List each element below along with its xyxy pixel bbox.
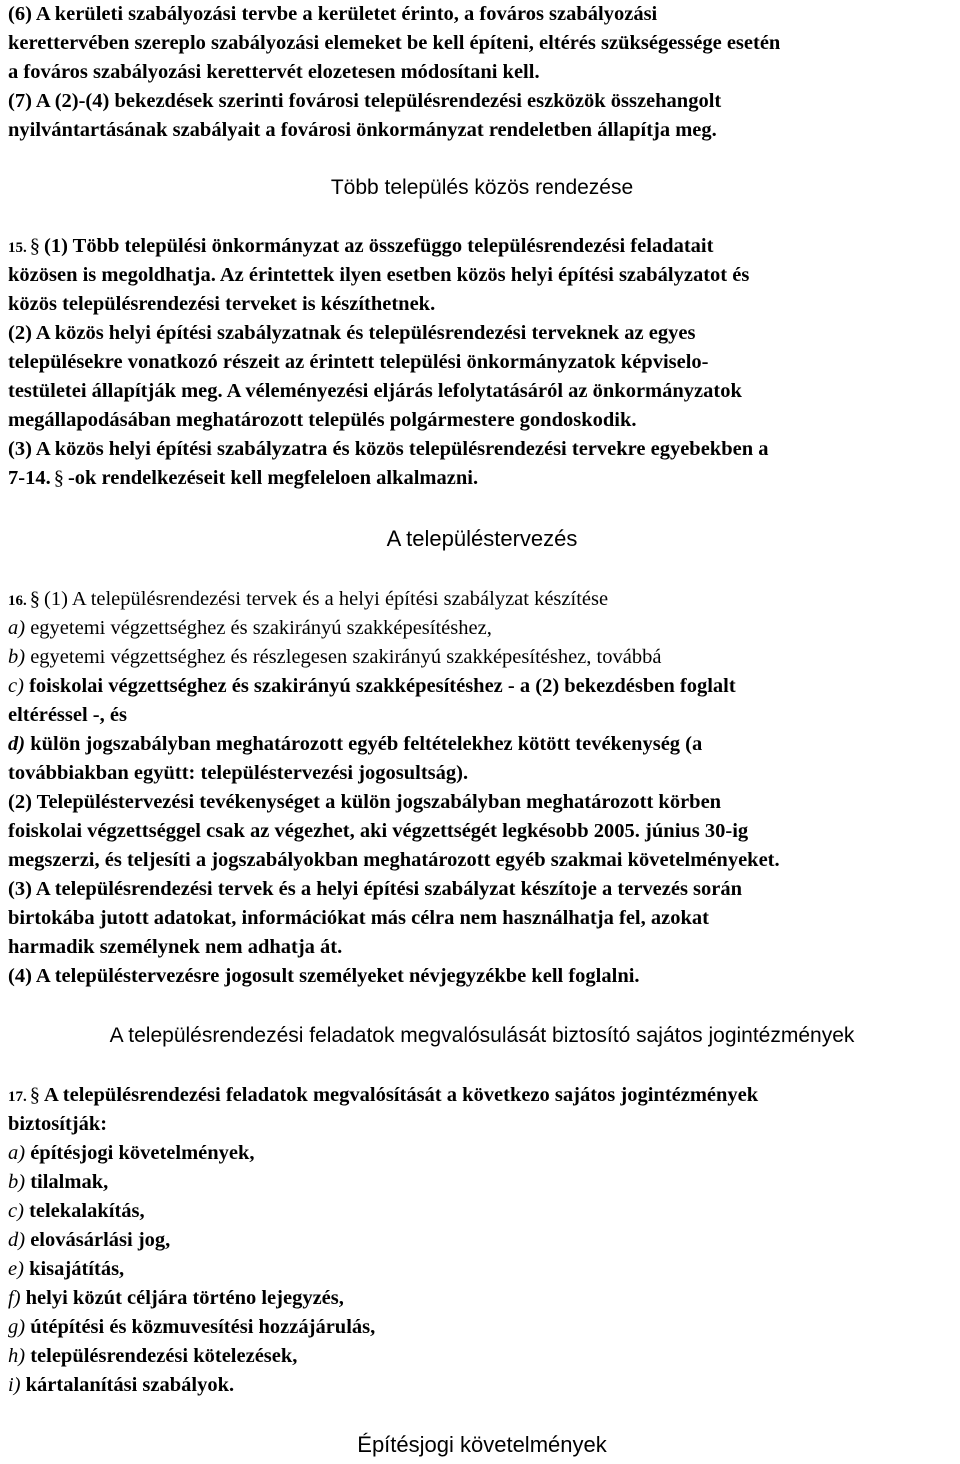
section-17-line-1	[8, 1081, 758, 1112]
paragraph-7-line-2: nyilvántartásának szabályait a fovárosi önkormányzat rendeletben állapítja meg.	[8, 119, 717, 141]
paragraph-sign: §	[53, 467, 64, 489]
list-label: e)	[8, 1258, 24, 1280]
section-heading-epitesjogi-kovetelmenyek: Építésjogi követelmények	[357, 1432, 607, 1457]
section-16-line-p2-3: megszerzi, és teljesíti a jogszabályokban meghatározott egyéb szakmai követelményeket.	[8, 849, 780, 871]
list-label: f)	[8, 1287, 21, 1309]
list-label: a)	[8, 1142, 26, 1164]
paragraph-sign: §	[29, 588, 40, 610]
list-item-d	[8, 730, 702, 759]
list-text: helyi közút céljára történo lejegyzés,	[20, 1287, 344, 1309]
list-text: elovásárlási jog,	[25, 1229, 171, 1251]
paragraph-6-line-1: (6) A kerületi szabályozási tervbe a kerületet érinto, a fováros szabályozási	[8, 3, 658, 25]
list-text: foiskolai végzettséghez és szakirányú szakképesítéshez - a (2) bekezdésben foglalt	[23, 675, 736, 697]
list-text: kisajátítás,	[23, 1258, 125, 1280]
section-16-line-p3-3: harmadik személynek nem adhatja át.	[8, 936, 343, 958]
list-label: b)	[8, 1171, 26, 1193]
section-16-line-p3-1: (3) A településrendezési tervek és a helyi építési szabályzat készítoje a tervezés során	[8, 878, 743, 900]
section-16-line-p2-1: (2) Településtervezési tevékenységet a külön jogszabályban meghatározott körben	[8, 791, 722, 813]
list-item-a	[8, 1139, 255, 1168]
list-item-c	[8, 672, 736, 701]
list-text: településrendezési kötelezések,	[25, 1345, 298, 1367]
list-item-i	[8, 1371, 234, 1400]
section-15-line-5: településekre vonatkozó részeit az érintett települési önkormányzatok képviselo-	[8, 351, 709, 373]
section-heading-telepulestervezes: A településtervezés	[386, 526, 578, 551]
section-15-text: (1) Több települési önkormányzat az összefüggo településrendezési feladatait	[44, 235, 714, 257]
list-item-d-continued: továbbiakban együtt: településtervezési jogosultság).	[8, 762, 469, 784]
section-16-number: 16.	[8, 593, 27, 609]
list-label: d)	[8, 1229, 26, 1251]
list-item-d	[8, 1226, 170, 1255]
paragraph-sign: §	[29, 235, 40, 257]
list-label: i)	[8, 1374, 21, 1396]
list-text: tilalmak,	[25, 1171, 109, 1193]
section-17-text: A településrendezési feladatok megvalósítását a következo sajátos jogintézmények	[44, 1084, 759, 1106]
list-text: külön jogszabályban meghatározott egyéb feltételekhez kötött tevékenység (a	[25, 733, 703, 755]
paragraph-7-line-1: (7) A (2)-(4) bekezdések szerinti fovárosi településrendezési eszközök összehangolt	[8, 90, 722, 112]
paragraph-6-line-3: a fováros szabályozási kerettervét elozetesen módosítani kell.	[8, 61, 540, 83]
list-label: h)	[8, 1345, 26, 1367]
section-15-line-6: testületei állapítják meg. A véleményezési eljárás lefolytatásáról az önkormányzatok	[8, 380, 742, 402]
section-15-line-1	[8, 232, 713, 263]
list-label: c)	[8, 675, 24, 697]
section-15-line-2: közösen is megoldhatja. Az érintettek ilyen esetben közös helyi építési szabályzatot és	[8, 264, 750, 286]
list-text: építésjogi követelmények,	[25, 1142, 255, 1164]
list-text: telekalakítás,	[23, 1200, 145, 1222]
section-16-line-p3-2: birtokába jutott adatokat, információkat más célra nem használhatja fel, azokat	[8, 907, 709, 929]
section-16-line-p4: (4) A településtervezésre jogosult személyeket névjegyzékbe kell foglalni.	[8, 965, 640, 987]
list-item-b	[8, 1168, 108, 1197]
section-17-line-2: biztosítják:	[8, 1113, 108, 1135]
list-item-c-continued: eltéréssel -, és	[8, 704, 127, 726]
section-range: 7-14.	[8, 467, 51, 489]
list-label: d)	[8, 733, 26, 755]
section-15-number: 15.	[8, 240, 27, 256]
list-item-c	[8, 1197, 145, 1226]
section-15-line-7: megállapodásában meghatározott település polgármestere gondoskodik.	[8, 409, 637, 431]
section-15-line-9	[8, 464, 478, 493]
list-text: útépítési és közmuvesítési hozzájárulás,	[25, 1316, 376, 1338]
list-text: kártalanítási szabályok.	[20, 1374, 235, 1396]
section-15-line-4: (2) A közös helyi építési szabályzatnak és településrendezési terveknek az egyes	[8, 322, 696, 344]
section-16-text: (1) A településrendezési tervek és a helyi építési szabályzat készítése	[44, 588, 609, 610]
list-label: b)	[8, 646, 26, 668]
list-item-e	[8, 1255, 124, 1284]
section-heading-sajatos-jogintezmenyek: A településrendezési feladatok megvalósulását biztosító sajátos jogintézmények	[109, 1024, 855, 1047]
section-heading-kozos-rendezes: Több település közös rendezése	[330, 176, 634, 199]
section-15-line-8: (3) A közös helyi építési szabályzatra és közös településrendezési tervekre egyebekben a	[8, 438, 769, 460]
paragraph-sign: §	[29, 1084, 40, 1106]
paragraph-6-line-2: kerettervében szereplo szabályozási elemeket be kell építeni, eltérés szükségessége esetén	[8, 32, 781, 54]
list-item-h	[8, 1342, 297, 1371]
section-15-line-3: közös településrendezési terveket is készíthetnek.	[8, 293, 436, 315]
section-16-line-p2-2: foiskolai végzettséggel csak az végezhet, aki végzettségét legkésobb 2005. június 30-ig	[8, 820, 749, 842]
list-text: egyetemi végzettséghez és szakirányú szakképesítéshez,	[25, 617, 492, 639]
list-item-a	[8, 614, 492, 643]
section-16-line-1	[8, 585, 608, 616]
list-item-f	[8, 1284, 344, 1313]
list-label: g)	[8, 1316, 26, 1338]
list-label: a)	[8, 617, 26, 639]
list-label: c)	[8, 1200, 24, 1222]
list-item-b	[8, 643, 661, 672]
list-text: egyetemi végzettséghez és részlegesen szakirányú szakképesítéshez, továbbá	[25, 646, 662, 668]
section-15-last-text: -ok rendelkezéseit kell megfeleloen alkalmazni.	[67, 467, 479, 489]
section-17-number: 17.	[8, 1089, 27, 1105]
list-item-g	[8, 1313, 375, 1342]
